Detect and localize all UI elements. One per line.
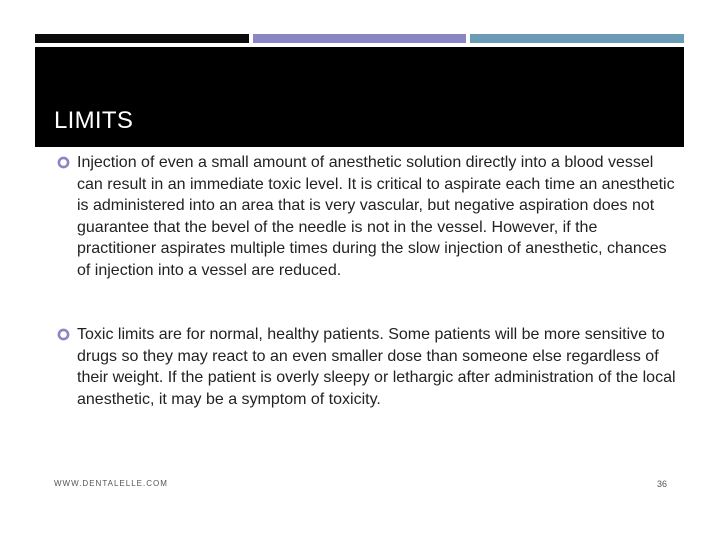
title-band: [35, 47, 684, 147]
accent-stripe-lavender: [253, 34, 466, 43]
footer-url: WWW.DENTALELLE.COM: [54, 479, 168, 488]
accent-stripe-steel-blue: [470, 34, 684, 43]
ring-bullet-icon: [57, 156, 70, 169]
bullet-item: [57, 324, 677, 410]
accent-stripe-dark: [35, 34, 249, 43]
page-number: 36: [656, 479, 667, 489]
ring-bullet-icon: [57, 328, 70, 341]
bullet-list: [57, 152, 677, 410]
bullet-text: Injection of even a small amount of anesthetic solution directly into a blood vessel can result in an immediate toxic level. It is critical to aspirate each time an anesthetic is administered into an area that is very vascular, but negative aspiration does not guarantee that the bevel of the needle is not in the vessel. However, if the practitioner aspirates multiple times during the slow injection of anesthetic, chances of injection into a vessel are reduced.: [77, 154, 675, 279]
bullet-item: [57, 152, 677, 281]
slide-title: LIMITS: [54, 107, 134, 134]
bullet-text: Toxic limits are for normal, healthy patients. Some patients will be more sensitive to drugs so they may react to an even smaller dose than someone else regardless of their weight. If the patient is overly sleepy or lethargic after administration of the local anesthetic, it may be a symptom of toxicity.: [77, 326, 676, 408]
